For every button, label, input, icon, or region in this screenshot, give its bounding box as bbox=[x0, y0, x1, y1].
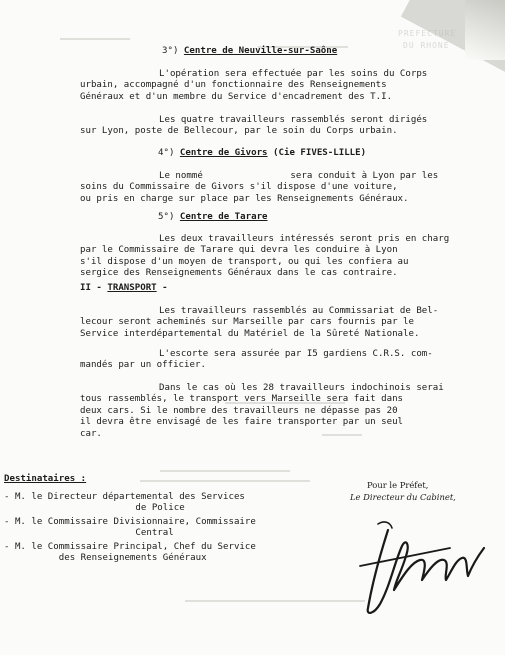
transport-heading bbox=[80, 283, 168, 294]
section-5-heading bbox=[158, 212, 268, 223]
text-line: - M. le Commissaire Principal, Chef du Service bbox=[4, 541, 256, 552]
section-number: 5°) bbox=[158, 212, 175, 222]
section-number: 3°) bbox=[162, 46, 179, 56]
text-line: il devra être envisagé de les faire transporter par un seul bbox=[80, 417, 404, 428]
section-title: Centre de Tarare bbox=[179, 212, 268, 222]
section-title: Centre de Givors bbox=[179, 148, 268, 158]
section-title: Centre de Neuville-sur-Saône bbox=[183, 46, 338, 56]
transport-paragraph-3 bbox=[80, 383, 444, 440]
text-line: Les deux travailleurs intéressés seront pris en charg bbox=[159, 234, 450, 244]
bleed-through-mark bbox=[60, 38, 130, 40]
recipient-item bbox=[4, 517, 256, 540]
section-title: TRANSPORT bbox=[107, 283, 157, 293]
section-3-paragraph-1 bbox=[80, 69, 427, 103]
section-number: II - bbox=[80, 283, 108, 293]
heading-dash: - bbox=[156, 283, 168, 293]
text-line: Le nommé sera conduit à Lyon par les bbox=[159, 171, 439, 181]
section-3-heading bbox=[162, 46, 337, 57]
section-5-paragraph-1 bbox=[80, 234, 449, 280]
recipients-title: Destinataires : bbox=[4, 474, 87, 484]
text-line: ou pris en charge sur place par les Renseignements Généraux. bbox=[80, 193, 409, 204]
text-line: des Renseignements Généraux bbox=[4, 553, 207, 564]
bleed-through-mark bbox=[140, 480, 310, 482]
recipients-list bbox=[4, 492, 256, 564]
section-4-paragraph-1 bbox=[80, 171, 438, 205]
bleed-through-header-1: PREFECTURE bbox=[398, 29, 457, 38]
corner-shadow bbox=[465, 0, 505, 60]
signatory-title: Le Directeur du Cabinet, bbox=[350, 492, 456, 502]
text-line: car. bbox=[80, 428, 102, 439]
text-line: lecour seront acheminés sur Marseille par cars fournis par le bbox=[80, 317, 414, 328]
text-line: deux cars. Si le nombre des travailleurs ne dépasse pas 20 bbox=[80, 405, 398, 416]
text-line: soins du Commissaire de Givors s'il dispose d'une voiture, bbox=[80, 182, 398, 193]
section-3-paragraph-2 bbox=[80, 115, 427, 138]
text-line: de Police bbox=[4, 503, 185, 514]
text-line: mandés par un officier. bbox=[80, 360, 206, 371]
signature-label: Pour le Préfet, bbox=[367, 480, 429, 490]
bleed-through-mark bbox=[185, 600, 365, 602]
text-line: Dans le cas où les 28 travailleurs indochinois serai bbox=[159, 383, 444, 393]
text-line: Service interdépartemental du Matériel de la Sûreté Nationale. bbox=[80, 328, 420, 339]
bleed-through-mark bbox=[160, 470, 290, 472]
text-line: L'escorte sera assurée par I5 gardiens C.R.S. com- bbox=[159, 349, 433, 359]
text-line: Les travailleurs rassemblés au Commissariat de Bel- bbox=[159, 306, 439, 316]
text-line: - M. le Directeur départemental des Services bbox=[4, 492, 245, 502]
section-subtitle: (Cie FIVES-LILLE) bbox=[273, 148, 367, 158]
text-line: sergice des Renseignements Généraux dans le cas contraire. bbox=[80, 268, 398, 279]
bleed-through-header-2: DU RHONE bbox=[403, 41, 450, 50]
recipient-item bbox=[4, 542, 256, 565]
text-line: urbain, accompagné d'un fonctionnaire des Renseignements bbox=[80, 80, 387, 91]
text-line: - M. le Commissaire Divisionnaire, Commissaire bbox=[4, 516, 256, 527]
handwritten-signature bbox=[350, 500, 490, 620]
text-line: tous rassemblés, le transport vers Marseille sera fait dans bbox=[80, 394, 404, 405]
text-line: par le Commissaire de Tarare qui devra les conduire à Lyon bbox=[80, 245, 398, 256]
text-line: s'il dispose d'un moyen de transport, ou qui les confiera au bbox=[80, 256, 409, 267]
transport-paragraph-2 bbox=[80, 349, 433, 372]
text-line: Central bbox=[4, 528, 174, 539]
text-line: Généraux et d'un membre du Service d'encadrement des T.I. bbox=[80, 91, 393, 102]
section-number: 4°) bbox=[158, 148, 175, 158]
text-line: L'opération sera effectuée par les soins du Corps bbox=[159, 69, 428, 79]
recipient-item bbox=[4, 492, 256, 515]
transport-paragraph-1 bbox=[80, 306, 438, 340]
text-line: Les quatre travailleurs rassemblés seront dirigés bbox=[159, 115, 428, 125]
text-line: sur Lyon, poste de Bellecour, par le soin du Corps urbain. bbox=[80, 126, 398, 137]
section-4-heading bbox=[158, 148, 366, 159]
